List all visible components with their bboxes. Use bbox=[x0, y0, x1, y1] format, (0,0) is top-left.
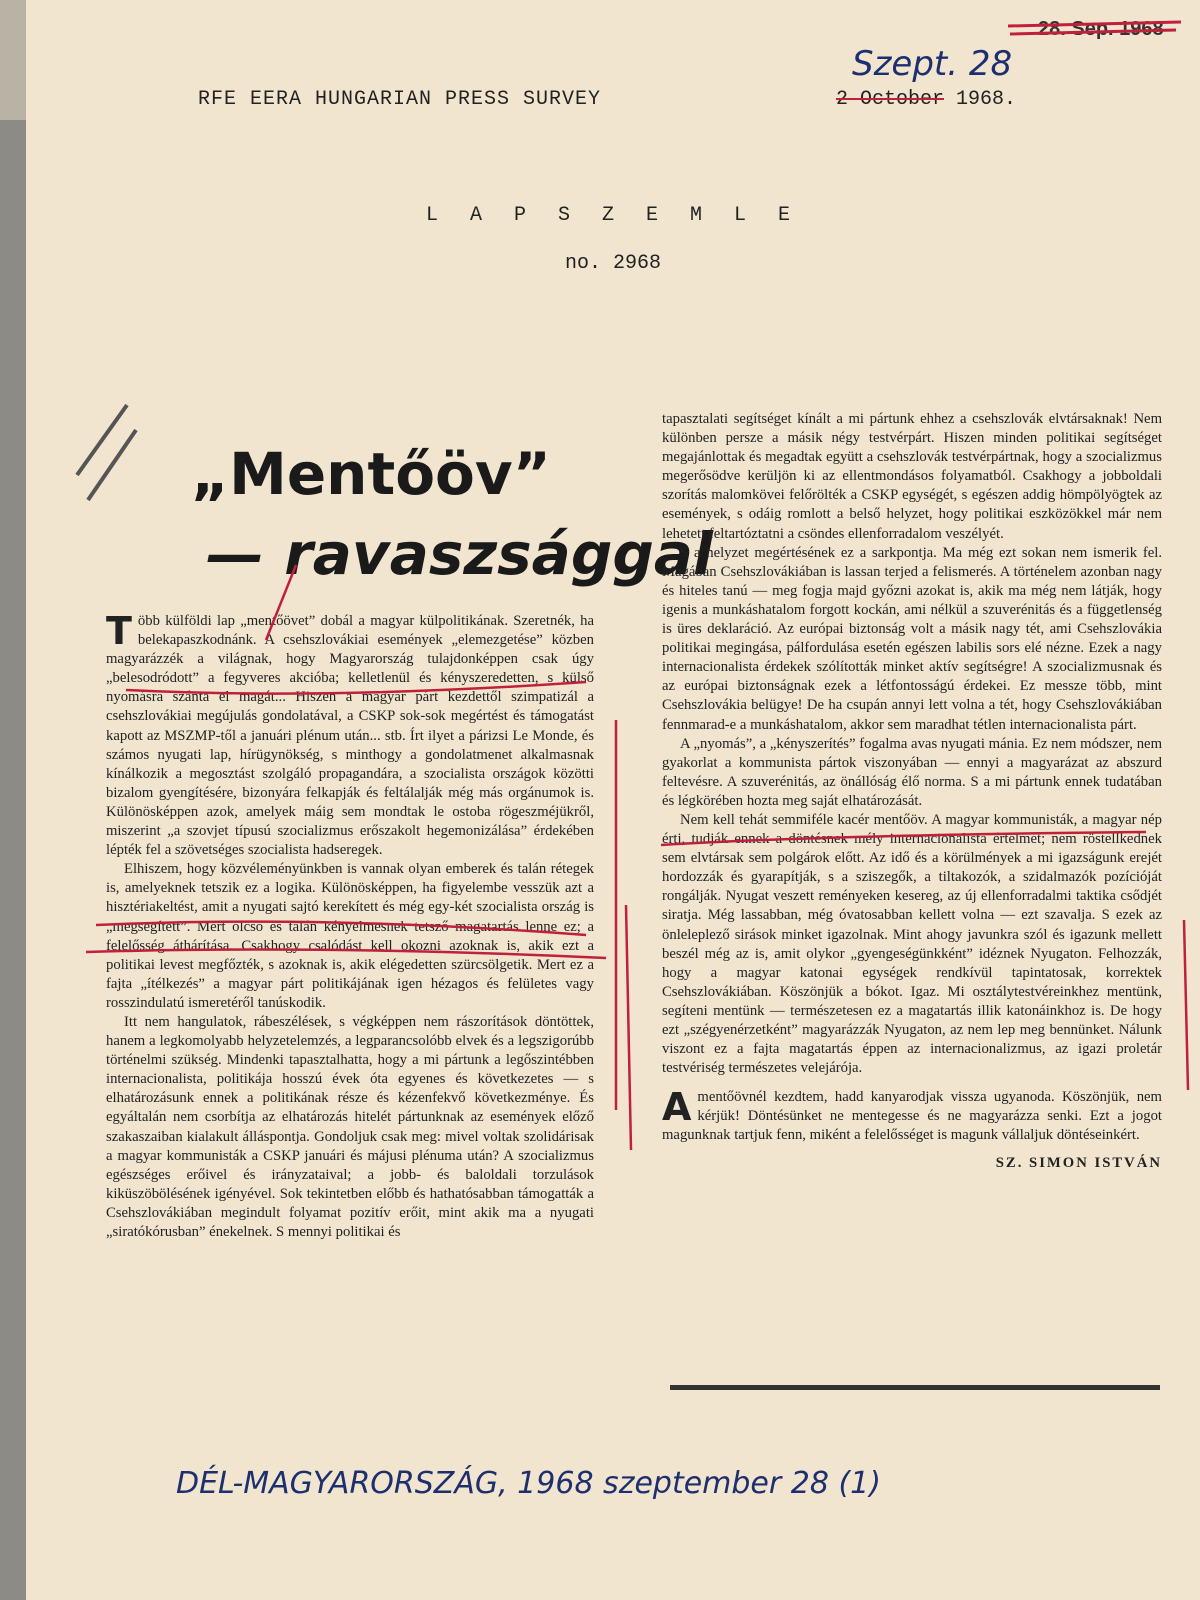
paragraph: Itt nem hangulatok, rábeszélések, s végképpen nem rászorítások döntöttek, hanem a legkomolyabb helyzetelemzés, a legparancsolóbb elvek és a legszigorúbb történelmi szükség. Mindenki tapasztalhatta, hogy a mi pártunk a legőszintébben internacionalista, politikája hosszú évek óta egyenes és következetes — s elhatározásunk ennek a politikának része és kézenfekvő következménye. És egyáltalán nem csorbítja az elhatározás hitelét pártunknak az események előző szakaszaiban kialakult álláspontja. Gondoljuk csak meg: mivel voltak szolidárisak a magyar kommunisták a CSKP januári és májusi plénuma után? A szocializmus egészséges erőivel és irányzataival; a jobb- és baloldali torzulások kiküszöbölésének igényével. Sok tekintetben előbb és hathatósabban támogatták a Csehszlovákiában megindult folyamat pozitív erőit, mint akik ma a nyugati „siratókórusban” énekelnek. S mennyi politikai és bbox=[106, 1013, 594, 1240]
article-column-1 bbox=[106, 609, 594, 1242]
paragraph: S a helyzet megértésének ez a sarkpontja. Ma még ezt sokan nem ismerik fel. Magában Csehszlovákiában is lassan terjed a felismerés. A történelem azonban nagy és hiteles tanú — meg fogja majd győzni azokat is, akik ma még nem látják, hogy igenis a munkáshatalom forgott kockán, ami nélkül a szuverénitás és a függetlenség is üres deklaráció. Az európai biztonság volt a másik nagy tét, ami Csehszlovákia politikai megingása, pálfordulása esetén egészen labilis sors elé nézne. Ezek a nagy internacionalista érdekek szólították minket aktív segítségre! A szocializmusnak és az európai biztonságnak ezek a létfontosságú érdekei. Ez messze több, mint Csehszlovákia belügye! De ha csupán annyi lett volna a tét, hogy Csehszlovákiában fennmarad-e a munkáshatalom, akkor sem maradhat tétlen internacionalista párt. bbox=[662, 544, 1162, 733]
adjacent-page-edge bbox=[0, 120, 26, 1600]
article-column-2 bbox=[662, 410, 1162, 1173]
paragraph: Nem kell tehát semmiféle kacér mentőöv. A magyar kommunisták, a magyar nép érti, tudják ennek a döntésnek mély internacionalista értelmét; nem röstellkednek sem elvtársak sem polgárok előtt. Az idő és a körülmények a mi igazságunk erejét hordozzák és gyarapítják, s a sziszegők, a tiltakozók, a szidalmazók pozícióját rongálják. Nyugat veszett reményeken kesereg, az új ellenforradalmi taktika csődjét siratja. Még lassabban, még óvatosabban kellett volna — ezt szavalja. S ezek az önleleplező sirások minket igazolnak. Mint ahogy javunkra szól és igazunk mellett beszél még az is, amit olykor „gyengeségünkként” idéznek Nyugaton. Felhozzák, hogy a magyar katonai egységek rendkívül tapintatosak, korrektek Csehszlovákiában. Köszönjük a bókot. Igaz. Mi osztálytestvéreinkhez mentünk, segíteni mentünk — természetesen ez a magatartás illik katonáinkhoz is. De hogy ezt „szégyenérzetként” magyarázzák Nyugaton, az nem lep meg bennünket. Nálunk viszont ez a fajta magatartás éppen az internacionalizmus, az igazi proletár testvériség természetes velejárója. bbox=[662, 811, 1162, 1077]
printed-date bbox=[836, 88, 1016, 111]
printed-year: 1968. bbox=[956, 88, 1017, 111]
handwritten-source: DÉL-MAGYARORSZÁG, 1968 szeptember 28 (1) bbox=[176, 1466, 881, 1501]
paragraph: Elhiszem, hogy közvéleményünkben is vannak olyan emberek és talán rétegek is, amelyeknek tetszik ez a logika. Különösképpen, ha figyelembe vesszük azt a hisztériakeltést, amit a nyugati sajtó kerekített és még egy-két szocialista ország is „megsegített”. Mert olcsó és talán kényelmesnek tetsző magatartás lenne ez; a felelősség áthárítása. Csakhogy csalódást kell okozni azoknak is, akik ezt a politikai levest megfőzték, s azoknak is, akik elégedetten szürcsölgetik. Mert ez a fajta „ítélkezés” a magyar párt politikájának igen hézagos és felületes vagy rosszindulatú ismeretéről tanúskodik. bbox=[106, 861, 594, 1011]
article-title-line1: „Mentőöv” bbox=[191, 440, 551, 508]
closing-rule bbox=[670, 1385, 1160, 1390]
drop-cap: A bbox=[662, 1085, 692, 1130]
handwritten-date: Szept. 28 bbox=[852, 44, 1013, 84]
author-signature: SZ. SIMON ISTVÁN bbox=[995, 1154, 1162, 1171]
struck-date: 2 October bbox=[836, 88, 945, 111]
survey-title: RFE EERA HUNGARIAN PRESS SURVEY bbox=[198, 88, 602, 111]
paragraph: A „nyomás”, a „kényszerítés” fogalma avas nyugati mánia. Ez nem módszer, nem gyakorlat a kommunista pártok viszonyában — ennyi a magyarázat az abszurd feltevésre. A szuverénitás, az önállóság élő norma. S a mi pártunk ennek tudatában és légkörében hozta meg saját elhatározását. bbox=[662, 735, 1162, 809]
pencil-hatch-mark bbox=[72, 400, 142, 510]
date-stamp: 28. Sep. 1968 bbox=[1038, 18, 1164, 40]
paragraph: tapasztalati segítséget kínált a mi pártunk ehhez a csehszlovák elvtársaknak! Nem különben persze a másik négy testvérpárt. Hiszen minden politikai segítséget megajánlottak és megadtak együtt a csehszlovák testvérpártnak, hogy a szocializmus megerősödve kerüljön ki az ellentmondásos folyamatból. Csakhogy a jobboldali szorítás malomkövei felőrölték a CSKP egységét, s egészen addig hömpölyögtek az események, s odáig romlott a belső helyzet, hogy politikai eszközökkel már nem lehetett feltartóztatni a csöndes ellenforradalom veszélyét. bbox=[662, 411, 1162, 542]
document-sheet bbox=[26, 0, 1200, 1600]
issue-number: no. 2968 bbox=[564, 252, 661, 275]
paragraph: Több külföldi lap „mentőövet” dobál a magyar külpolitikának. Szeretnék, ha belekapaszkodnánk. A csehszlovákiai események „elemezgetése” közben magyarázzék a világnak, hogy Magyarország tulajdonképpen csak úgy „belesodródott” a fegyveres akcióba; kelletlenül és kényszeredetten, s külső nyomásra szánta el magát... Hiszen a magyar párt kezdettől szimpatizál a csehszlovákiai megújulás gondolatával, a CSKP sok-sok megértést és támogatást kapott az MSZMP-től a januári plénum után... stb. Írt ilyet a párizsi Le Monde, és számos nyugati lap, hírügynökség, s minthogy a gondolatmenet alkalmasnak kínálkozik a megosztást szolgáló propagandára, a szocialista országok közötti bizalom gyengítésére, bizonyára felkapják és feltálalják még más orgánumok is. Különösképpen azok, amelyek máig sem mondtak le ostoba rögeszméjükről, miszerint „a szovjet típusú szocializmus erőszakolt hegemonizálása” érdekében lépték fel a szövetséges szocialista hadseregek. bbox=[106, 609, 594, 859]
article-title-line2: — ravaszsággal bbox=[206, 520, 713, 588]
closing-paragraph: Amentőövnél kezdtem, hadd kanyarodjak vissza ugyanoda. Köszönjük, nem kérjük! Döntésünket ne mentegesse és ne magyarázza senki. Ezt a jogot magunknak tartjuk fenn, miként a felelősséget is magunk vállaljuk döntéseinkért. bbox=[662, 1085, 1162, 1144]
series-heading: L A P S Z E M L E bbox=[425, 204, 801, 227]
drop-cap: T bbox=[106, 609, 132, 653]
